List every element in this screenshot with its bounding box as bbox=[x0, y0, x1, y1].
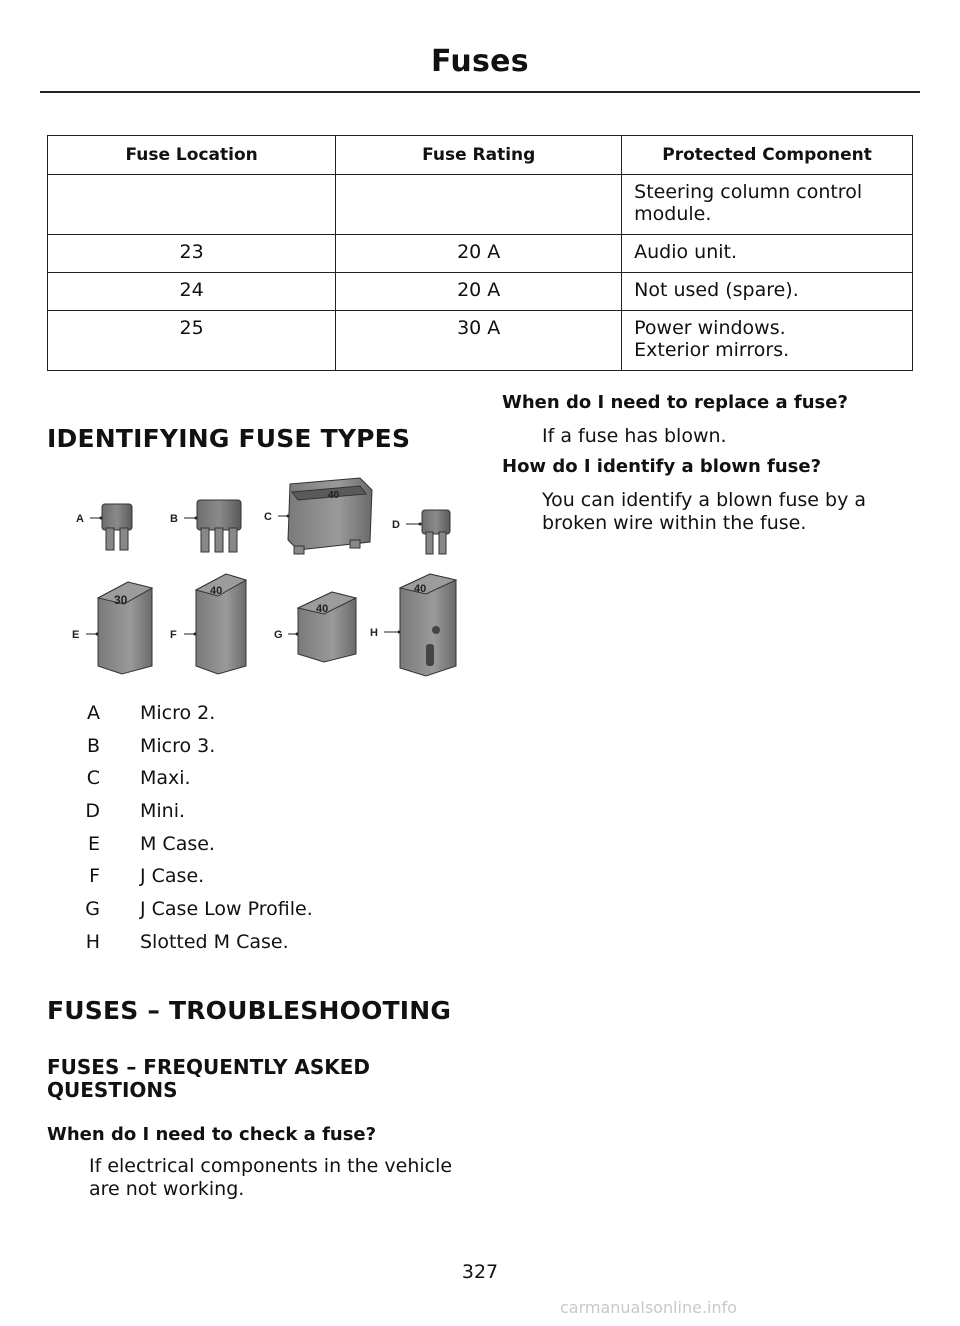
fuse-rating-cell: 20 A bbox=[336, 235, 622, 273]
fuse-type-key: E bbox=[87, 833, 100, 855]
callout-label: H bbox=[370, 627, 378, 639]
protected-component-cell bbox=[622, 175, 913, 235]
fuse-type-key: F bbox=[89, 865, 100, 887]
mini-fuse bbox=[422, 510, 450, 554]
fuse-type-name: Mini. bbox=[140, 800, 186, 822]
table-row bbox=[48, 175, 913, 235]
fuse-type-key: B bbox=[86, 735, 100, 757]
question-check-fuse: When do I need to check a fuse? bbox=[47, 1124, 377, 1145]
fuse-rating-cell bbox=[336, 175, 622, 235]
fuse-type-name: Slotted M Case. bbox=[140, 931, 289, 953]
column-header-location: Fuse Location bbox=[48, 136, 336, 175]
question-identify-blown-fuse: How do I identify a blown fuse? bbox=[502, 456, 822, 477]
callout-label: D bbox=[392, 519, 400, 531]
callout-label: C bbox=[264, 511, 272, 523]
fuse-types-illustration bbox=[60, 470, 465, 685]
fuse-location-cell bbox=[48, 175, 336, 235]
fuse-location-cell: 25 bbox=[48, 311, 336, 371]
column-header-component: Protected Component bbox=[622, 136, 913, 175]
answer-line: are not working. bbox=[89, 1178, 245, 1200]
watermark: carmanualsonline.info bbox=[560, 1298, 738, 1317]
fuse-type-name: Maxi. bbox=[140, 767, 191, 789]
fuse-type-name: J Case Low Profile. bbox=[140, 898, 313, 920]
table-row bbox=[48, 235, 913, 273]
fuse-type-key: H bbox=[85, 931, 100, 953]
header-divider bbox=[40, 91, 920, 93]
fuse-type-name: Micro 2. bbox=[140, 702, 216, 724]
fuse-location-cell: 23 bbox=[48, 235, 336, 273]
fuse-rating-cell: 20 A bbox=[336, 273, 622, 311]
answer-line: If electrical components in the vehicle bbox=[89, 1155, 453, 1177]
maxi-fuse bbox=[288, 478, 372, 554]
faq-heading-line: FUSES – FREQUENTLY ASKED bbox=[47, 1055, 371, 1079]
table-header-row bbox=[48, 136, 913, 175]
fuse-type-key: G bbox=[85, 898, 100, 920]
j-case-low-rating-mark: 40 bbox=[316, 603, 329, 615]
table-row bbox=[48, 273, 913, 311]
protected-component-cell bbox=[622, 311, 913, 371]
fuse-location-cell: 24 bbox=[48, 273, 336, 311]
component-line: Exterior mirrors. bbox=[634, 339, 790, 361]
column-header-rating: Fuse Rating bbox=[336, 136, 622, 175]
protected-component-cell bbox=[622, 273, 913, 311]
section-heading-identifying: IDENTIFYING FUSE TYPES bbox=[47, 424, 411, 453]
fuse-type-name: Micro 3. bbox=[140, 735, 216, 757]
fuse-table bbox=[47, 135, 913, 371]
slotted-m-case-fuse bbox=[400, 574, 456, 676]
section-heading-troubleshooting: FUSES – TROUBLESHOOTING bbox=[47, 996, 452, 1025]
component-line: Power windows. bbox=[634, 317, 786, 339]
micro-2-fuse bbox=[102, 504, 132, 550]
fuse-type-name: M Case. bbox=[140, 833, 215, 855]
callout-label: G bbox=[274, 629, 283, 641]
m-case-fuse bbox=[98, 582, 152, 674]
j-case-low-profile-fuse bbox=[298, 592, 356, 662]
fuse-rating-cell: 30 A bbox=[336, 311, 622, 371]
fuse-type-key: A bbox=[87, 702, 100, 724]
fuse-type-name: J Case. bbox=[140, 865, 205, 887]
table-row bbox=[48, 311, 913, 371]
callout-label: F bbox=[170, 629, 177, 641]
component-line: Not used (spare). bbox=[634, 279, 799, 301]
callout-label: B bbox=[170, 513, 178, 525]
subsection-heading-faq bbox=[47, 1056, 370, 1102]
fuse-type-key: C bbox=[86, 767, 100, 789]
m-case-rating-mark: 30 bbox=[114, 593, 128, 607]
page-title: Fuses bbox=[431, 44, 529, 79]
fuse-type-key: D bbox=[85, 800, 100, 822]
component-line: Audio unit. bbox=[634, 241, 738, 263]
callout-label: E bbox=[72, 629, 80, 641]
maxi-rating-mark: 40 bbox=[328, 490, 340, 501]
answer-check-fuse bbox=[89, 1155, 452, 1201]
j-case-rating-mark: 40 bbox=[210, 585, 223, 597]
question-replace-fuse: When do I need to replace a fuse? bbox=[502, 392, 848, 413]
j-case-fuse bbox=[196, 574, 246, 674]
micro-3-fuse bbox=[197, 500, 241, 552]
protected-component-cell bbox=[622, 235, 913, 273]
component-line: Steering column control bbox=[634, 181, 863, 203]
answer-line: You can identify a blown fuse by a bbox=[542, 489, 867, 511]
component-line: module. bbox=[634, 203, 712, 225]
answer-identify-blown-fuse bbox=[542, 489, 866, 535]
slotted-rating-mark: 40 bbox=[414, 583, 427, 595]
faq-heading-line: QUESTIONS bbox=[47, 1078, 178, 1102]
page-number: 327 bbox=[461, 1261, 499, 1283]
callout-label: A bbox=[76, 513, 84, 525]
answer-replace-fuse: If a fuse has blown. bbox=[542, 425, 727, 447]
answer-line: broken wire within the fuse. bbox=[542, 512, 807, 534]
